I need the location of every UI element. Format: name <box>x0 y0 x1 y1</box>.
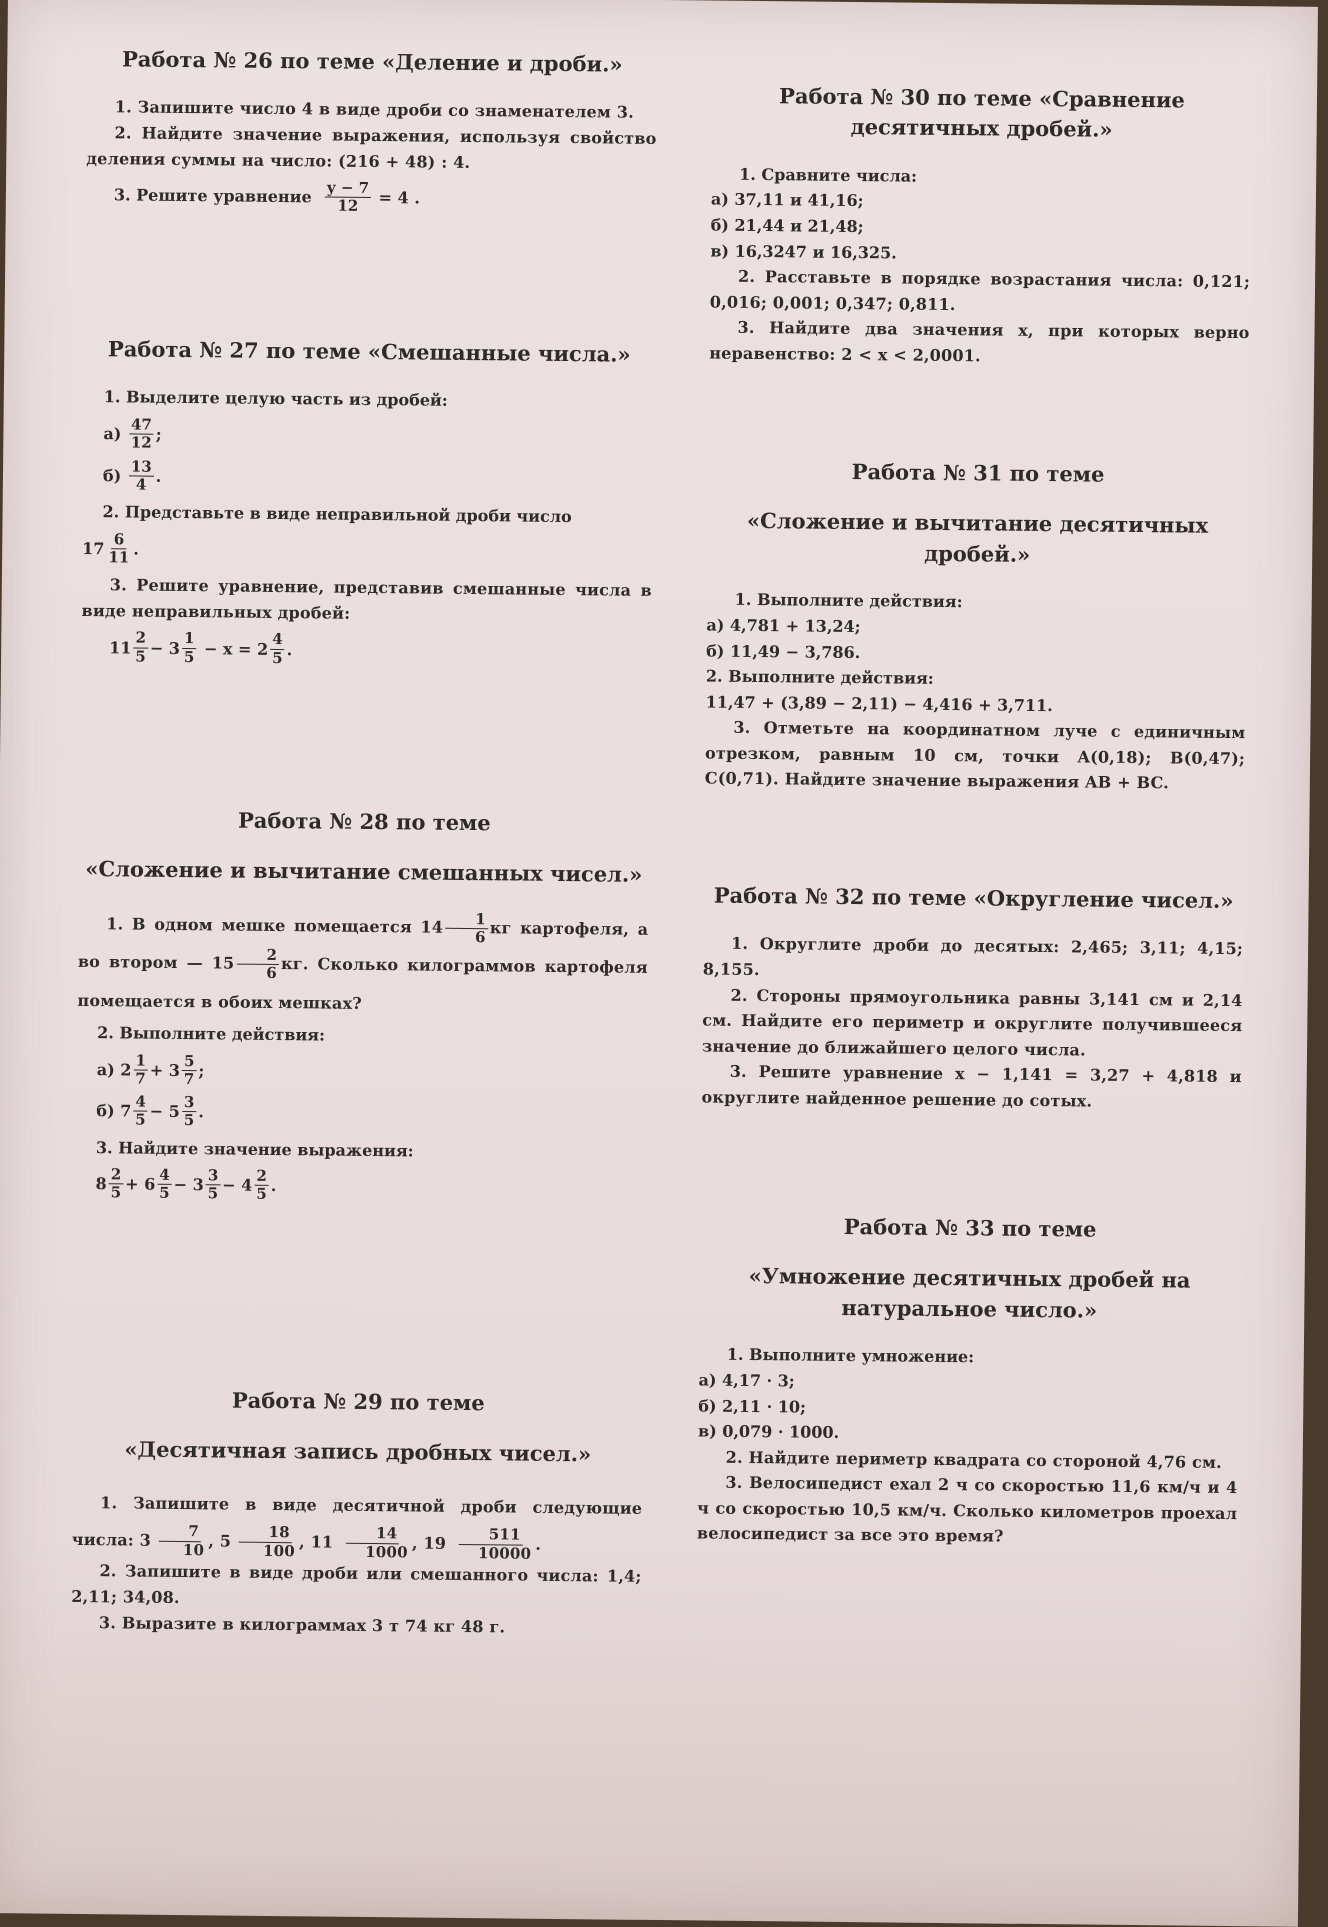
work-27-task-2-number <box>82 531 652 572</box>
punctuation: . <box>198 1102 204 1122</box>
work-27-task-2: 2. Представьте в виде неправильной дроби число <box>102 502 572 527</box>
fraction <box>182 1094 197 1130</box>
fraction-numerator: 2 <box>109 1166 124 1184</box>
work-31-title <box>707 455 1248 572</box>
fraction-numerator: 5 <box>182 1053 197 1071</box>
fraction-numerator: 4 <box>157 1167 172 1185</box>
work-28-task-3: 3. Найдите значение выражения: <box>95 1137 414 1161</box>
fraction-denominator: 5 <box>272 648 283 667</box>
fraction <box>335 1525 410 1561</box>
fraction-denominator: 100 <box>262 1541 296 1560</box>
work-30-item-b: б) 21,44 и 21,48; <box>710 215 864 237</box>
work-27-task-3: 3. Решите уравнение, представив смешанные числа в виде неправильных дробей: <box>81 575 652 623</box>
work-27-task-1: 1. Выделите целую часть из дробей: <box>103 387 448 411</box>
fraction-denominator: 5 <box>183 647 195 666</box>
work-26-task-3-rhs: = 4 . <box>378 188 420 208</box>
work-27-item-b <box>83 457 653 498</box>
work-30-task-1: 1. Сравните числа: <box>739 164 918 186</box>
fraction-denominator: 6 <box>474 927 486 947</box>
work-28-item-a <box>77 1052 647 1093</box>
punctuation: . <box>155 466 162 486</box>
work-28-expression <box>75 1166 645 1207</box>
fraction-numerator: 7 <box>158 1523 201 1542</box>
work-26-task-3 <box>86 177 656 218</box>
work-27 <box>80 334 655 810</box>
fraction-numerator: 13 <box>129 458 154 477</box>
work-29-subtitle: «Десятичная запись дробных чисел.» <box>124 1436 592 1467</box>
whole-part: , 5 <box>208 1530 232 1551</box>
work-33 <box>697 1210 1240 1552</box>
task-text: кг картофеля, а во втором — 15 <box>77 918 649 973</box>
work-31 <box>704 455 1248 886</box>
item-label: а) 2 <box>96 1060 132 1080</box>
work-31-heading: Работа № 31 по теме <box>851 459 1105 487</box>
fraction-denominator: 12 <box>130 433 152 452</box>
work-30-task-2: 2. Расставьте в порядке возрастания числа: 0,121; 0,016; 0,001; 0,347; 0,811. <box>709 267 1251 314</box>
fraction-numerator: 3 <box>206 1168 221 1186</box>
fraction-numerator: 47 <box>129 416 154 435</box>
fraction-denominator: 5 <box>135 647 146 666</box>
fraction <box>233 1524 297 1560</box>
fraction-numerator: 1 <box>182 630 197 648</box>
fraction <box>182 630 197 666</box>
work-27-equation <box>81 629 651 670</box>
fraction <box>133 1052 148 1088</box>
work-30-title: Работа № 30 по теме «Сравнение десятичных дробей.» <box>778 83 1185 143</box>
fraction <box>133 1094 148 1130</box>
operator: + 6 <box>125 1174 156 1195</box>
fraction <box>445 910 488 946</box>
fraction-numerator: 6 <box>112 531 127 549</box>
fraction <box>236 947 279 983</box>
work-29-title <box>73 1384 644 1471</box>
whole-part: 11 <box>109 637 132 658</box>
fraction-denominator: 1000 <box>365 1542 408 1562</box>
operator: − 3 <box>149 638 181 658</box>
operator: − 3 <box>173 1175 204 1195</box>
work-30-item-a: а) 37,11 и 41,16; <box>710 189 864 211</box>
fraction <box>182 1053 197 1089</box>
work-33-task-2: 2. Найдите периметр квадрата со стороной 4,76 см. <box>725 1447 1222 1472</box>
fraction <box>133 630 148 666</box>
work-26-title: Работа № 26 по теме «Деление и дроби.» <box>121 46 623 77</box>
whole-part: , 11 <box>299 1531 334 1552</box>
work-31-task-1: 1. Выполните действия: <box>734 590 963 612</box>
fraction <box>129 416 154 452</box>
fraction-denominator: 6 <box>266 964 278 983</box>
work-29-task-2: 2. Запишите в виде дроби или смешанного числа: 1,4; 2,11; 34,08. <box>71 1561 642 1608</box>
fraction-denominator: 5 <box>135 1110 146 1130</box>
fraction-numerator: y − 7 <box>325 180 371 199</box>
work-26 <box>84 44 657 340</box>
item-label: а) <box>103 424 122 444</box>
work-33-title <box>699 1210 1240 1327</box>
fraction <box>129 458 154 494</box>
task-text: 1. В одном мешке помещается 14 <box>106 914 444 937</box>
task-text: кг. Сколько килограммов картофеля помещается в обоих мешках? <box>77 954 648 1013</box>
work-31-item-a: а) 4,781 + 13,24; <box>706 615 861 637</box>
fraction-numerator: 14 <box>346 1525 399 1544</box>
item-label: б) <box>102 465 122 486</box>
fraction-numerator: 1 <box>445 910 488 929</box>
punctuation: . <box>286 639 293 659</box>
fraction-denominator: 5 <box>256 1185 267 1204</box>
fraction-denominator: 5 <box>159 1184 170 1203</box>
work-31-task-2-expression: 11,47 + (3,89 − 2,11) − 4,416 + 3,711. <box>705 692 1053 715</box>
item-label: б) 7 <box>96 1101 132 1121</box>
task-text: 1. Запишите в виде десятичной дроби следующие числа: 3 <box>71 1493 643 1550</box>
work-33-item-b: б) 2,11 · 10; <box>698 1395 807 1417</box>
fraction-denominator: 11 <box>108 548 130 567</box>
work-33-task-3: 3. Велосипедист ехал 2 ч со скоростью 11,6 км/ч и 4 ч со скоростью 10,5 км/ч. Сколько километров проехал велосипедист за все это время? <box>696 1473 1238 1547</box>
work-33-item-a: а) 4,17 · 3; <box>698 1370 795 1391</box>
fraction <box>448 1526 534 1562</box>
work-29 <box>71 1384 644 1641</box>
fraction-numerator: 4 <box>270 631 285 649</box>
work-31-task-3: 3. Отметьте на координатном луче с единичным отрезком, равным 10 см, точки A(0,18); B(0,47); C(0,71). Найдите значение выражения AB + BC. <box>704 718 1246 793</box>
work-33-subtitle: «Умножение десятичных дробей на натуральное число.» <box>748 1263 1191 1323</box>
fraction <box>270 631 285 667</box>
work-32-task-1: 1. Округлите дроби до десятых: 2,465; 3,11; 4,15; 8,155. <box>702 934 1244 980</box>
work-28-title <box>79 804 650 891</box>
work-26-fraction <box>325 180 372 216</box>
whole-part: 8 <box>95 1174 107 1194</box>
work-33-heading: Работа № 33 по теме <box>843 1213 1097 1242</box>
work-26-task-1: 1. Запишите число 4 в виде дроби со знаменателем 3. <box>114 97 635 123</box>
fraction-denominator: 7 <box>135 1069 146 1088</box>
work-27-item-a <box>83 416 653 457</box>
work-32-title: Работа № 32 по теме «Округление чисел.» <box>713 882 1234 914</box>
punctuation: ; <box>155 424 162 445</box>
work-29-task-1 <box>72 1485 643 1565</box>
work-26-task-3-text: 3. Решите уравнение <box>113 185 312 207</box>
fraction-numerator: 3 <box>182 1094 197 1112</box>
fraction-denominator: 5 <box>183 1111 195 1130</box>
work-28-task-2: 2. Выполните действия: <box>97 1023 326 1045</box>
left-column <box>71 44 658 1641</box>
fraction <box>109 1166 124 1202</box>
work-28-task-1 <box>77 905 648 1026</box>
work-32 <box>700 880 1243 1216</box>
whole-part: , 19 <box>411 1533 447 1553</box>
fraction <box>254 1168 269 1204</box>
fraction <box>153 1523 207 1559</box>
work-30-item-c: в) 16,3247 и 16,325. <box>710 241 897 263</box>
right-column <box>697 81 1252 1553</box>
punctuation: . <box>270 1176 277 1196</box>
fraction-denominator: 10 <box>182 1540 205 1559</box>
operator: − 5 <box>149 1102 180 1122</box>
fraction-numerator: 511 <box>459 1526 523 1545</box>
fraction <box>106 531 131 567</box>
work-31-task-2: 2. Выполните действия: <box>705 666 934 688</box>
work-30 <box>708 81 1252 462</box>
work-28-subtitle: «Сложение и вычитание смешанных чисел.» <box>85 856 643 888</box>
fraction-denominator: 7 <box>183 1069 195 1089</box>
punctuation: ; <box>198 1061 205 1081</box>
fraction-denominator: 5 <box>110 1183 122 1202</box>
work-30-task-3: 3. Найдите два значения x, при которых верно неравенство: 2 < x < 2,0001. <box>709 318 1250 366</box>
work-32-task-2: 2. Стороны прямоугольника равны 3,141 см и 2,14 см. Найдите его периметр и округлите получившееся значение до ближайшего целого числа. <box>701 985 1243 1060</box>
operator: + 3 <box>149 1060 181 1080</box>
work-28-item-b <box>76 1093 646 1134</box>
operator: − x = 2 <box>203 638 269 659</box>
work-29-task-3: 3. Выразите в килограммах 3 т 74 кг 48 г. <box>98 1612 506 1637</box>
fraction-denominator: 12 <box>337 197 359 216</box>
fraction-denominator: 10000 <box>477 1543 532 1563</box>
fraction-denominator: 4 <box>135 475 147 494</box>
fraction-numerator: 2 <box>133 630 148 648</box>
fraction <box>157 1167 172 1203</box>
fraction-numerator: 4 <box>133 1094 148 1112</box>
fraction <box>206 1168 221 1204</box>
work-33-task-1: 1. Выполните умножение: <box>726 1345 975 1367</box>
work-26-task-2: 2. Найдите значение выражения, используя свойство деления суммы на число: (216 + 48) : 4. <box>86 123 657 172</box>
work-27-title: Работа № 27 по теме «Смешанные числа.» <box>107 336 631 367</box>
work-32-task-3: 3. Решите уравнение x − 1,141 = 3,27 + 4,818 и округлите найденное решение до сотых. <box>701 1062 1242 1111</box>
work-33-item-c: в) 0,079 · 1000. <box>697 1421 840 1443</box>
whole-part: 17 <box>82 538 105 559</box>
punctuation: . <box>535 1534 542 1554</box>
work-29-heading: Работа № 29 по теме <box>231 1387 485 1416</box>
fraction-numerator: 2 <box>236 947 279 966</box>
fraction-numerator: 18 <box>238 1524 291 1543</box>
fraction-numerator: 2 <box>254 1168 269 1186</box>
work-28-heading: Работа № 28 по теме <box>237 807 491 836</box>
operator: − 4 <box>222 1175 253 1196</box>
fraction-denominator: 5 <box>207 1184 219 1203</box>
work-31-subtitle: «Сложение и вычитание десятичных дробей.» <box>746 508 1209 567</box>
work-31-item-b: б) 11,49 − 3,786. <box>706 640 861 662</box>
fraction-numerator: 1 <box>133 1052 148 1070</box>
work-28 <box>73 804 649 1390</box>
punctuation: . <box>133 539 140 559</box>
